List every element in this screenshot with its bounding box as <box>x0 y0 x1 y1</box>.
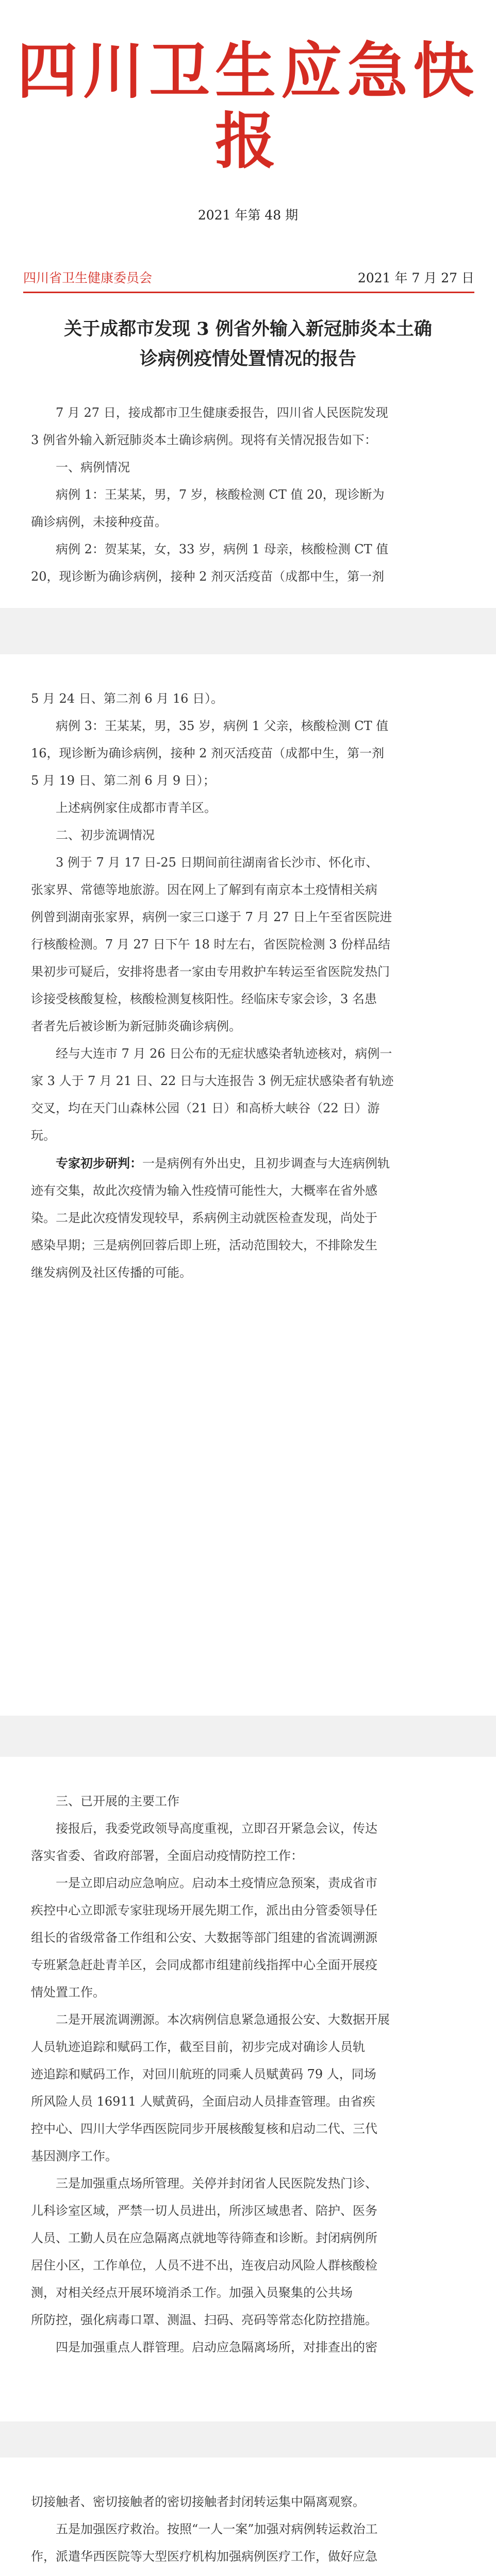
heading-flow-survey: 二、初步流调情况 <box>56 828 155 842</box>
case1-line2: 确诊病例，未接种疫苗。 <box>31 515 167 529</box>
work-line15: 儿科诊室区域，严禁一切人员进出，所涉区域患者、陪护、医务 <box>31 2204 377 2218</box>
work-line17: 居住小区，工作单位，人员不进不出，连夜启动风险人群核酸检 <box>31 2258 377 2273</box>
masthead-title: 四川卫生应急快报 <box>16 35 479 177</box>
work-line22: 五是加强医疗救治。按照“一人一案”加强对病例转运救治工 <box>56 2522 378 2536</box>
issue-number: 2021 年第 48 期 <box>197 208 299 223</box>
flow-line9: 家 3 人于 7 月 21 日、22 日与大连报告 3 例无症状感染者有轨迹 <box>31 1074 394 1088</box>
expert-line5: 继发病例及社区传播的可能。 <box>31 1265 192 1280</box>
flow-line5: 果初步可疑后，安排将患者一家由专用救护车转运至省医院发热门 <box>31 964 390 979</box>
page-gap-1 <box>0 608 496 654</box>
work-line16: 人员、工勤人员在应急隔离点就地等待筛查和诊断。封闭病例所 <box>31 2231 377 2245</box>
case2-line1: 病例 2：贺某某，女，33 岁，病例 1 母亲，核酸检测 CT 值 <box>56 542 389 556</box>
case2-line2: 20，现诊断为确诊病例，接种 2 剂灭活疫苗（成都中生，第一剂 <box>31 569 385 584</box>
report-title-line1: 关于成都市发现 3 例省外输入新冠肺炎本土确 <box>64 318 432 340</box>
heading-case-info: 一、病例情况 <box>56 460 130 474</box>
flow-line10: 交叉，均在天门山森林公园（21 日）和高桥大峡谷（22 日）游 <box>31 1101 380 1115</box>
closing-block <box>31 2488 465 2576</box>
work-line3: 一是立即启动应急响应。启动本土疫情应急预案，责成省市 <box>56 1876 377 1890</box>
flow-line7: 者者先后被诊断为新冠肺炎确诊病例。 <box>31 1019 241 1033</box>
work-line20: 四是加强重点人群管理。启动应急隔离场所，对排查出的密 <box>56 2340 377 2354</box>
flow-line4: 行核酸检测。7 月 27 日下午 18 时左右，省医院检测 3 份样品结 <box>31 937 391 952</box>
work-line6: 专班紧急赶赴青羊区，会同成都市组建前线指挥中心全面开展疫 <box>31 1958 377 1972</box>
expert-label: 专家初步研判： <box>56 1156 142 1171</box>
issue-date: 2021 年 7 月 27 日 <box>357 270 474 285</box>
issuer-org: 四川省卫生健康委员会 <box>23 270 153 285</box>
work-line10: 迹追踪和赋码工作，对回川航班的同乘人员赋黄码 79 人，同场 <box>31 2067 376 2081</box>
page-gap-2 <box>0 1716 496 1757</box>
work-line11: 所风险人员 16911 人赋黄码，全面启动人员排查管理。由省疾 <box>31 2094 375 2109</box>
heading-work: 三、已开展的主要工作 <box>56 1794 179 1808</box>
work-line4: 疾控中心立即派专家驻现场开展先期工作，派出由分管委领导任 <box>31 1903 377 1918</box>
work-line23: 作，派遣华西医院等大型医疗机构加强病例医疗工作，做好应急 <box>31 2549 377 2564</box>
cases-flowsurvey-block <box>31 685 465 1286</box>
flow-line2: 张家界、常德等地旅游。因在网上了解到有南京本土疫情相关病 <box>31 883 377 897</box>
work-line7: 情处置工作。 <box>31 1985 105 1999</box>
work-line21: 切接触者、密切接触者的密切接触者封闭转运集中隔离观察。 <box>31 2495 365 2509</box>
intro-line1: 7 月 27 日，接成都市卫生健康委报告，四川省人民医院发现 <box>56 405 388 420</box>
work-line8: 二是开展流调溯源。本次病例信息紧急通报公安、大数据开展 <box>56 2012 390 2027</box>
work-line5: 组长的省级常备工作组和公安、大数据等部门组建的省流调溯源 <box>31 1930 377 1945</box>
report-title-line2: 诊病例疫情处置情况的报告 <box>139 348 356 369</box>
flow-line11: 玩。 <box>31 1128 56 1143</box>
page-gap-3 <box>0 2421 496 2458</box>
red-divider <box>23 292 474 293</box>
expert-line3: 染。二是此次疫情发现较早，系病例主动就医检查发现，尚处于 <box>31 1211 377 1225</box>
intro-line2: 3 例省外输入新冠肺炎本土确诊病例。现将有关情况报告如下： <box>31 433 377 447</box>
flow-line6: 诊接受核酸复检，核酸检测复核阳性。经临床专家会诊，3 名患 <box>31 992 377 1006</box>
case3-line1: 病例 3：王某某，男，35 岁，病例 1 父亲，核酸检测 CT 值 <box>56 719 389 733</box>
work-line12: 控中心、四川大学华西医院同步开展核酸复核和启动二代、三代 <box>31 2122 377 2136</box>
case3-line3: 5 月 19 日、第二剂 6 月 9 日）； <box>31 773 216 788</box>
work-line13: 基因测序工作。 <box>31 2149 118 2163</box>
flow-line8: 经与大连市 7 月 26 日公布的无症状感染者轨迹核对，病例一 <box>56 1046 392 1061</box>
report-title <box>31 314 465 374</box>
flow-line3: 例曾到湖南张家界，病例一家三口遂于 7 月 27 日上午至省医院进 <box>31 910 392 924</box>
case3-line2: 16，现诊断为确诊病例，接种 2 剂灭活疫苗（成都中生，第一剂 <box>31 746 385 760</box>
expert-line4: 感染早期；三是病例回蓉后即上班，活动范围较大，不排除发生 <box>31 1238 377 1252</box>
work-line9: 人员轨迹追踪和赋码工作，截至目前，初步完成对确诊人员轨 <box>31 2040 365 2054</box>
intro-block <box>31 399 465 590</box>
work-line2: 落实省委、省政府部署，全面启动疫情防控工作： <box>31 1849 303 1863</box>
flow-line1: 3 例于 7 月 17 日-25 日期间前往湖南省长沙市、怀化市、 <box>56 855 378 870</box>
work-line19: 所防控，强化病毒口罩、测温、扫码、亮码等常态化防控措施。 <box>31 2313 377 2327</box>
expert-text1: 一是病例有外出史，且初步调查与大连病例轨 <box>142 1156 390 1171</box>
work-line24 <box>31 2570 465 2576</box>
work-block <box>31 1788 465 2361</box>
case-home: 上述病例家住成都市青羊区。 <box>56 801 217 815</box>
expert-line2: 迹有交集，故此次疫情为输入性疫情可能性大，大概率在省外感 <box>31 1183 377 1198</box>
work-line14: 三是加强重点场所管理。关停并封闭省人民医院发热门诊、 <box>56 2176 377 2191</box>
case1-line1: 病例 1：王某某，男，7 岁，核酸检测 CT 值 20，现诊断为 <box>56 487 385 502</box>
expert-line1 <box>31 1149 465 1177</box>
work-line1: 接报后，我委党政领导高度重视，立即召开紧急会议，传达 <box>56 1821 377 1836</box>
case2-line3: 5 月 24 日、第二剂 6 月 16 日）。 <box>31 691 224 706</box>
work-line18: 测，对相关经点开展环境消杀工作。加强入员聚集的公共场 <box>31 2285 353 2300</box>
